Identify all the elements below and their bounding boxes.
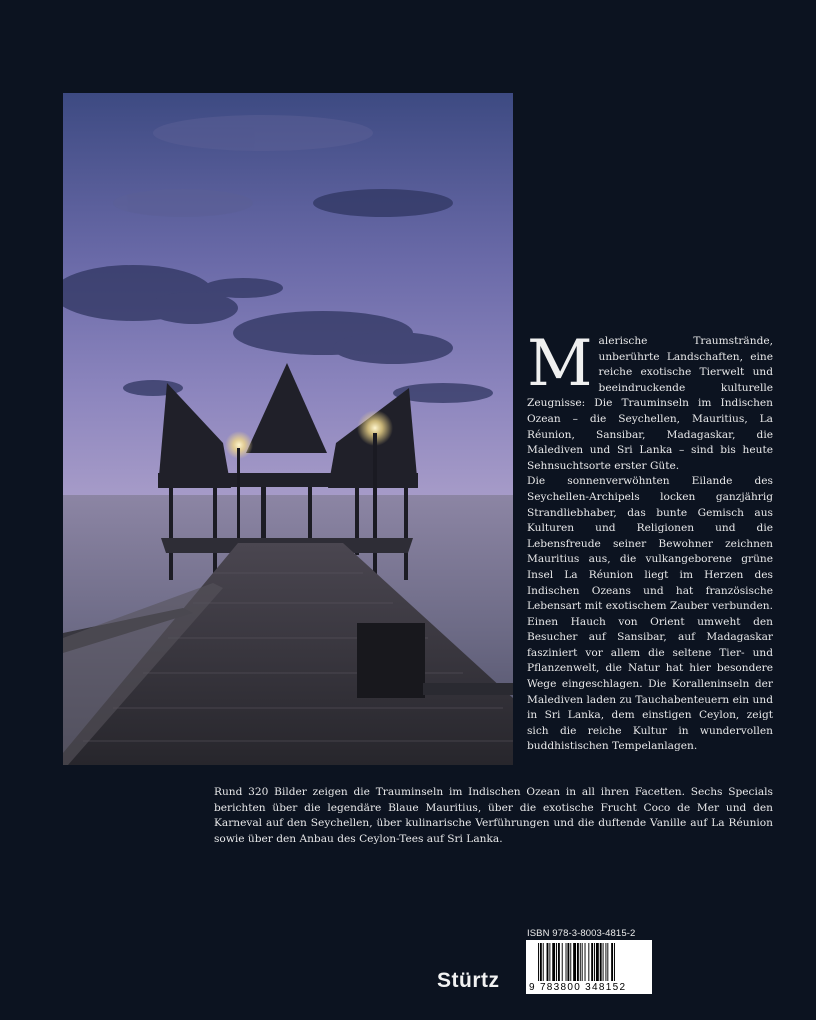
- pier-illustration: [63, 93, 513, 765]
- drop-cap: M: [527, 327, 593, 401]
- intro-paragraph-2: Die sonnenverwöhnten Eilande des Seychellen-Archipels locken ganzjährig Strandliebhaber, das bunte Gemisch aus Kulturen und Religionen und die Lebensfreude seiner Bewohner zeichnen Mauritius aus, die vulkangeborene grüne Insel La Réunion liegt im Herzen des Indischen Ozeans und hat französische Lebensart mit exotischem Zauber verbunden. Einen Hauch von Orient umweht den Besucher auf Sansibar, auf Madagaskar fasziniert vor allem die seltene Tier- und Pflanzenwelt, die Natur hat hier besondere Wege eingeschlagen. Die Koralleninseln der Malediven laden zu Tauchabenteuern ein und in Sri Lanka, dem einstigen Ceylon, zeigt sich die reiche Kultur in wundervollen buddhistischen Tempelanlagen.: [527, 475, 773, 753]
- barcode-digits: 9 783800 348152: [529, 982, 627, 993]
- isbn-barcode: [526, 940, 652, 994]
- summary-paragraph: Rund 320 Bilder zeigen die Trauminseln im Indischen Ozean in all ihren Facetten. Sechs Specials berichten über die legendäre Blaue Mauritius, über die exotische Frucht Coco de Mer und den Karneval auf den Seychellen, über kulinarische Verführungen und die duftende Vanille auf La Réunion sowie über den Anbau des Ceylon-Tees auf Sri Lanka.: [214, 786, 773, 845]
- isbn-label: ISBN 978-3-8003-4815-2: [527, 928, 636, 939]
- intro-paragraph-1: [527, 327, 773, 474]
- intro-text: [527, 327, 773, 755]
- publisher-logo: Stürtz: [437, 969, 500, 992]
- intro-paragraph-1-text: alerische Traumstrände, unberührte Landschaften, eine reiche exotische Tierwelt und beeindruckende kulturelle Zeugnisse: Die Trauminseln im Indischen Ozean – die Seychellen, Mauritius, La Réunion, Sansibar, Madagaskar, die Malediven und Sri Lanka – sind bis heute Sehnsuchtsorte erster Güte.: [527, 335, 773, 472]
- cover-photo-pier-at-dusk: [63, 93, 513, 765]
